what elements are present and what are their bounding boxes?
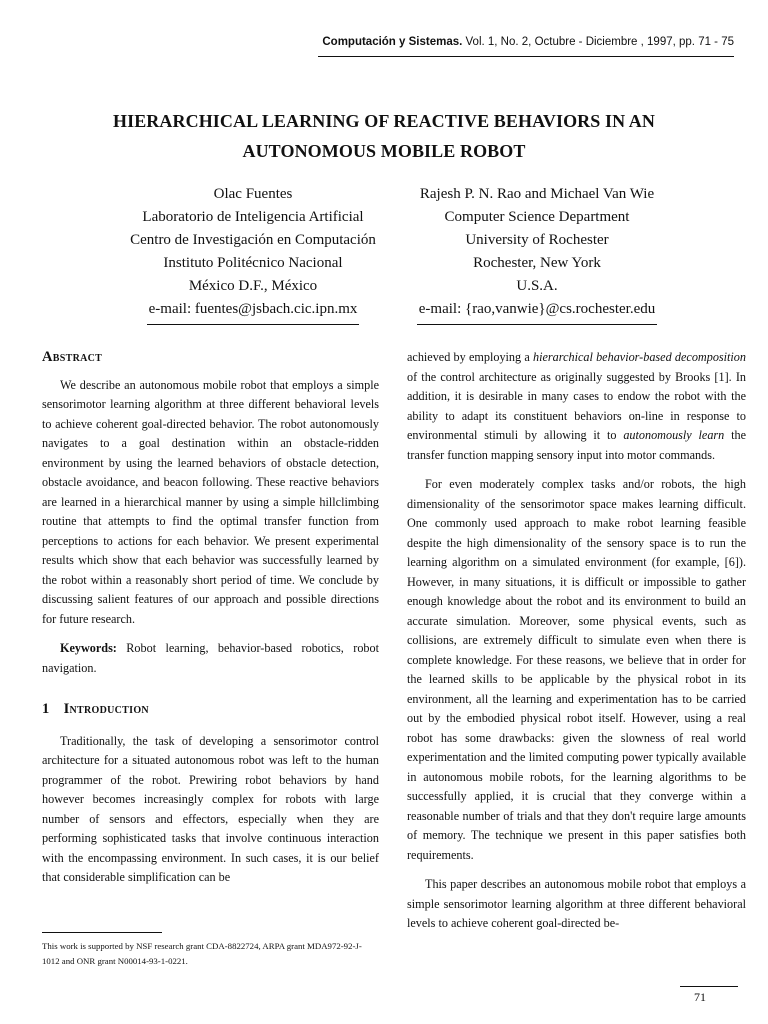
email-right: e-mail: {rao,vanwie}@cs.rochester.edu <box>417 298 657 325</box>
footnote-rule <box>42 932 162 933</box>
paper-title <box>40 106 728 166</box>
left-column <box>42 348 379 888</box>
abstract-heading: Abstract <box>42 349 103 365</box>
author-block-left <box>100 183 406 325</box>
p1-text-c: the transfer function mapping sensory input into motor commands. <box>407 428 747 462</box>
footnote <box>42 932 379 969</box>
keywords-text: Robot learning, behavior-based robotics, robot navigation. <box>42 641 379 675</box>
right-paragraph-1 <box>407 348 746 465</box>
page-number-rule <box>680 986 738 987</box>
keywords <box>42 639 379 678</box>
p1-text-b: of the control architecture as originally suggested by Brooks [1]. In addition, it is desirable in many cases to endow the robot with the ability to adapt its constituent behaviors on-line in response to environmental stimuli by allowing it to <box>407 369 746 442</box>
abstract-text: We describe an autonomous mobile robot that employs a simple sensorimotor learning algorithm at three different behavioral levels to achieve coherent goal-directed behavior. The robot autonomously navigates to a goal destination within an obstacle-ridden environment by using the learned behaviors of obstacle detection, obstacle avoidance, and beacon following. These reactive behaviors are learned in a hierarchical manner by using a simple hillclimbing routine that attempts to find the optimal transfer function from perceptions to actions for each behavior. We present experimental results which show that each behavior was successfully learned by the robot within a reasonably short period of time. We conclude by discussing salient features of our approach and possible directions for future research. <box>42 377 379 626</box>
right-paragraph-2: For even moderately complex tasks and/or robots, the high dimensionality of the sensorimotor space makes learning difficult. One commonly used approach to make robot learning feasible despite the high dimensionality of the sensory space is to run the learning algorithm on a simulated environment (for example, [6]). However, in many situations, it is difficult or impossible to gather enough knowledge about the robot and its environment to build an accurate simulation. Moreover, some physical events, such as collisions, are extremely difficult to simulate even when there is complete knowledge. For these reasons, we believe that in order for the learned skills to be applicable by the physical robot in its environment, all the learning and experimentation has to be carried out by the embodied physical robot itself. However, using a real robot has some drawbacks: given the slowness of real world experimentation and the limited computing power typically available in autonomous mobile robots, for the learning algorithms to be successfully applied, it is crucial that they converge within a reasonable number of trials and that they don't require large amounts of memory. The technique we present in this paper satisfies both requirements. <box>407 477 746 862</box>
p1-emphasis-2: autonomously learn <box>623 428 725 442</box>
title-line-1: HIERARCHICAL LEARNING OF REACTIVE BEHAVIORS IN AN <box>113 111 655 131</box>
affiliation-right-2: University of Rochester <box>465 232 609 248</box>
author-name-right: Rajesh P. N. Rao and Michael Van Wie <box>419 186 655 202</box>
intro-paragraph-1: Traditionally, the task of developing a sensorimotor control architecture for a situated autonomous robot was left to the human programmer of the robot. Prewiring robot behaviors by hand however becomes increasingly complex for robots with large number of sensors and effectors, especially when they are performing sophisticated tasks that involve continuous interaction with the encompassing environment. In such cases, it is our belief that considerable simplification can be <box>42 733 379 884</box>
right-paragraph-3: This paper describes an autonomous mobile robot that employs a simple sensorimotor learning algorithm at three different behavioral levels to achieve coherent goal-directed be- <box>407 877 746 930</box>
affiliation-left-2: Centro de Investigación en Computación <box>130 232 376 248</box>
affiliation-left-4: México D.F., México <box>188 278 318 294</box>
journal-details: Vol. 1, No. 2, Octubre - Diciembre , 1997, pp. 71 - 75 <box>462 36 734 48</box>
author-block-right <box>392 183 682 325</box>
footnote-text: This work is supported by NSF research grant CDA-8822724, ARPA grant MDA972-92-J-1012 and ONR grant N00014-93-1-0221. <box>42 941 362 966</box>
affiliation-right-3: Rochester, New York <box>473 255 601 271</box>
header-rule <box>318 56 734 57</box>
p1-text-a: achieved by employing a <box>407 350 534 364</box>
right-column <box>407 348 746 934</box>
journal-name: Computación y Sistemas. <box>322 36 463 48</box>
author-name-left: Olac Fuentes <box>213 186 293 202</box>
affiliation-left-1: Laboratorio de Inteligencia Artificial <box>142 209 364 225</box>
section-title: Introduction <box>63 701 149 717</box>
affiliation-right-1: Computer Science Department <box>444 209 630 225</box>
section-number: 1 <box>42 701 50 717</box>
keywords-label: Keywords: <box>60 641 117 655</box>
p1-emphasis-1: hierarchical behavior-based decomposition <box>533 350 746 364</box>
email-left: e-mail: fuentes@jsbach.cic.ipn.mx <box>147 298 360 325</box>
title-line-2: AUTONOMOUS MOBILE ROBOT <box>242 141 526 161</box>
page-number: 71 <box>694 990 706 1004</box>
introduction-heading <box>42 700 379 720</box>
affiliation-left-3: Instituto Politécnico Nacional <box>163 255 343 271</box>
running-head <box>322 36 734 48</box>
affiliation-right-4: U.S.A. <box>516 278 558 294</box>
